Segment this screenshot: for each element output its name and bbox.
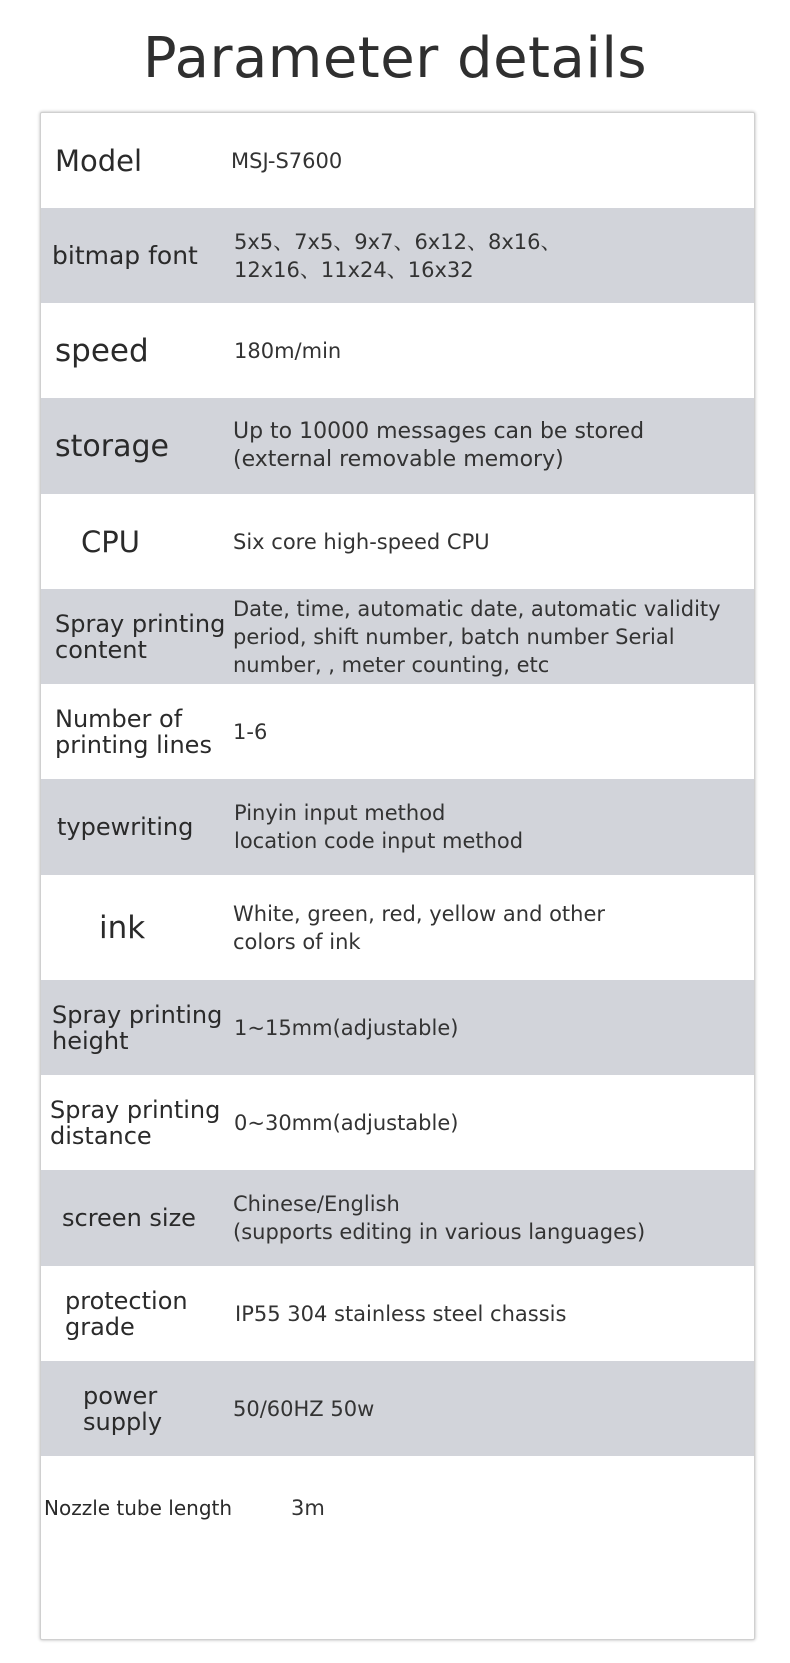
table-row — [41, 398, 754, 494]
row-value: Up to 10000 messages can be stored (external removable memory) — [233, 419, 645, 472]
row-label: ink — [99, 909, 146, 946]
row-label: Nozzle tube length — [44, 1495, 233, 1520]
table-row — [41, 1170, 754, 1266]
row-label: Model — [55, 143, 143, 178]
row-value: Six core high-speed CPU — [233, 529, 490, 554]
row-label: typewriting — [57, 813, 194, 841]
row-value: 3m — [291, 1495, 325, 1520]
row-value: Chinese/English (supports editing in various languages) — [233, 1192, 646, 1244]
row-label: storage — [55, 428, 169, 464]
row-label: Number of printing lines — [55, 704, 212, 759]
row-value: MSJ-S7600 — [231, 148, 343, 173]
table-row — [41, 779, 754, 875]
row-label: speed — [55, 332, 149, 369]
row-label: Spray printing height — [52, 1000, 223, 1055]
row-value: Date, time, automatic date, automatic validity period, shift number, batch number Serial number, , meter counting, etc — [233, 596, 721, 677]
table-row — [41, 1456, 754, 1639]
table-row — [41, 589, 754, 684]
row-value: White, green, red, yellow and other colors of ink — [233, 901, 606, 954]
row-label: power supply — [83, 1381, 163, 1436]
row-value: IP55 304 stainless steel chassis — [235, 1301, 567, 1326]
row-value: 1~15mm(adjustable) — [234, 1015, 459, 1040]
row-value: 50/60HZ 50w — [233, 1396, 375, 1421]
page-title: Parameter details — [142, 26, 648, 91]
table-row — [41, 684, 754, 779]
parameter-table — [40, 112, 755, 1640]
row-value: 5x5、7x5、9x7、6x12、8x16、 12x16、11x24、16x32 — [234, 229, 562, 282]
table-row — [41, 1075, 754, 1170]
table-row — [41, 208, 754, 303]
table-row — [41, 303, 754, 398]
table-row — [41, 1266, 754, 1361]
row-value: 1-6 — [233, 719, 268, 744]
row-label: screen size — [62, 1204, 196, 1232]
row-value: 0~30mm(adjustable) — [234, 1110, 459, 1135]
row-label: bitmap font — [52, 240, 198, 270]
table-row — [41, 494, 754, 589]
table-row — [41, 980, 754, 1075]
row-label: Spray printing content — [55, 609, 226, 664]
row-label: protection grade — [65, 1286, 188, 1341]
row-label: Spray printing distance — [50, 1095, 221, 1150]
table-row — [41, 113, 754, 208]
table-row — [41, 875, 754, 980]
row-value: Pinyin input method location code input method — [234, 801, 524, 853]
row-label: CPU — [81, 524, 140, 559]
row-value: 180m/min — [234, 338, 342, 363]
